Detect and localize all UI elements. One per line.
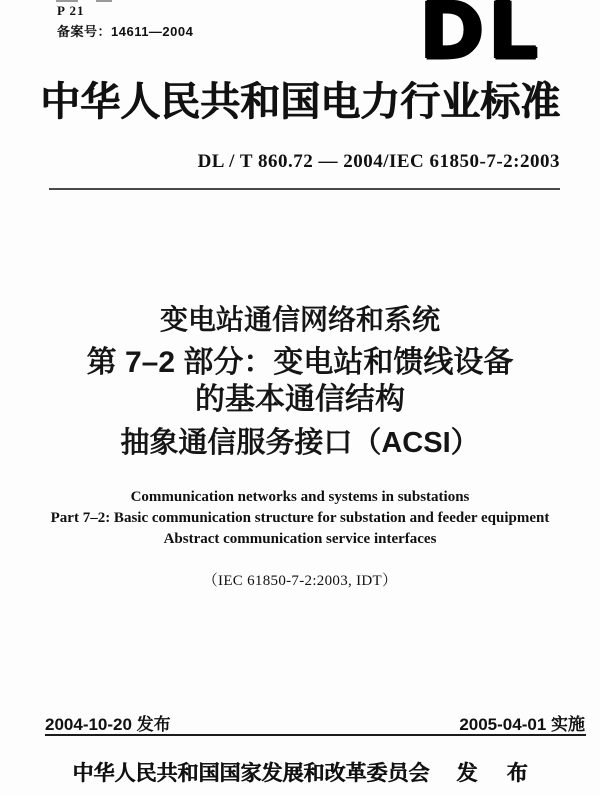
english-title-line2: Part 7–2: Basic communication structure for substation and feeder equipment	[50, 510, 550, 526]
category-code: P 21	[57, 3, 85, 18]
clipped-print-fragment	[96, 0, 112, 2]
header-divider-rule	[49, 188, 560, 190]
chinese-title-line1: 变电站通信网络和系统	[159, 304, 440, 335]
chinese-title-line4: 抽象通信服务接口（ACSI）	[120, 427, 480, 459]
chinese-title-line2: 第 7–2 部分：变电站和馈线设备	[86, 346, 514, 379]
clipped-print-fragment	[56, 0, 78, 2]
implement-date: 2005-04-01 实施	[459, 715, 585, 734]
standard-series-title: 中华人民共和国电力行业标准	[40, 79, 560, 124]
idt-note: （IEC 61850-7-2:2003, IDT）	[202, 573, 398, 589]
publisher-row	[0, 757, 600, 787]
english-title-line3: Abstract communication service interfaces	[163, 531, 437, 547]
issue-date: 2004-10-20 发布	[45, 715, 171, 734]
publish-label: 发 布	[456, 761, 540, 785]
chinese-title-line3: 的基本通信结构	[195, 383, 405, 416]
english-title-block	[0, 487, 600, 550]
dl-logo: DL	[419, 0, 542, 77]
chinese-title-block	[0, 302, 600, 462]
footer-divider-rule	[45, 734, 586, 736]
english-title-line1: Communication networks and systems in substations	[130, 489, 470, 505]
date-row	[45, 710, 585, 735]
publisher-name: 中华人民共和国国家发展和改革委员会	[72, 761, 430, 785]
record-number: 备案号：14611—2004	[57, 24, 194, 39]
standard-number: DL / T 860.72 — 2004/IEC 61850-7-2:2003	[197, 151, 560, 172]
